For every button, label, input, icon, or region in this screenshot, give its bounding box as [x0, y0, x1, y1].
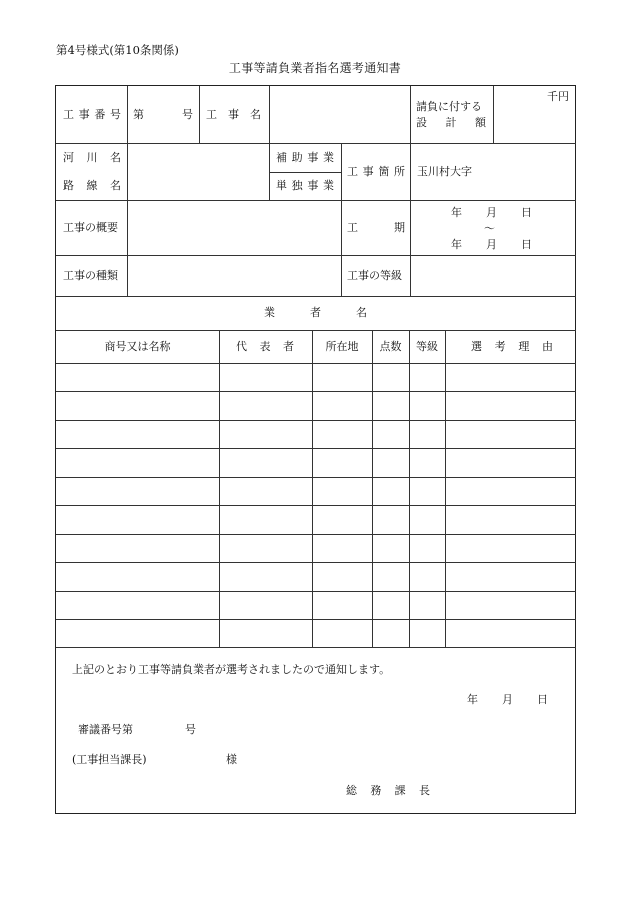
row-divider: [269, 172, 341, 173]
sender-label: 総 務 課 長: [346, 784, 430, 797]
site-label: 工 事 箇 所: [347, 165, 405, 178]
col-divider: [445, 330, 446, 647]
overview-label: 工事の概要: [63, 221, 118, 234]
col-header-representative: 代 表 者: [236, 340, 294, 353]
deliberation-prefix: 審議番号第: [78, 723, 133, 736]
row-divider: [56, 420, 576, 421]
row-divider: [56, 143, 576, 144]
independent-project-label: 単 独 事 業: [276, 179, 334, 192]
notice-day: 日: [537, 693, 548, 706]
period-start-year: 年: [451, 206, 462, 219]
row-divider: [56, 448, 576, 449]
col-header-company: 商号又は名称: [104, 340, 171, 353]
route-name-label: 路 線 名: [63, 179, 121, 192]
grade-label: 工事の等級: [347, 269, 402, 282]
notice-year: 年: [467, 693, 478, 706]
col-header-grade: 等級: [416, 340, 438, 353]
river-name-label: 河 川 名: [63, 151, 121, 164]
col-divider: [269, 86, 270, 200]
page-title: 工事等請負業者指名選考通知書: [228, 61, 402, 75]
col-divider: [219, 330, 220, 647]
notice-text: 上記のとおり工事等請負業者が選考されましたので通知します。: [72, 663, 391, 676]
period-end-year: 年: [451, 238, 462, 251]
recipient-honorific: 様: [226, 753, 237, 766]
period-start-day: 日: [521, 206, 532, 219]
notice-month: 月: [502, 693, 513, 706]
period-start-month: 月: [486, 206, 497, 219]
col-header-score: 点数: [379, 340, 402, 353]
number-suffix: 号: [182, 108, 193, 121]
subsidy-project-label: 補 助 事 業: [276, 151, 334, 164]
col-divider: [127, 86, 128, 296]
type-label: 工事の種類: [63, 269, 118, 282]
row-divider: [56, 647, 576, 648]
row-divider: [56, 363, 576, 364]
row-divider: [56, 477, 576, 478]
form-number: 第4号様式(第10条関係): [56, 43, 179, 57]
period-end-day: 日: [521, 238, 532, 251]
construction-name-label: 工 事 名: [206, 108, 261, 121]
row-divider: [56, 391, 576, 392]
row-divider: [56, 505, 576, 506]
col-divider: [199, 86, 200, 143]
col-header-reason: 選 考 理 由: [471, 340, 553, 353]
col-header-location: 所在地: [325, 340, 359, 353]
row-divider: [56, 619, 576, 620]
col-divider: [409, 330, 410, 647]
recipient-label: (工事担当課長): [72, 753, 147, 766]
row-divider: [56, 255, 576, 256]
row-divider: [56, 200, 576, 201]
col-divider: [312, 330, 313, 647]
period-end-month: 月: [486, 238, 497, 251]
row-divider: [56, 534, 576, 535]
unit-label: 千円: [547, 90, 569, 103]
deliberation-suffix: 号: [185, 723, 196, 736]
row-divider: [56, 562, 576, 563]
col-divider: [410, 86, 411, 296]
contractor-section-label: 業 者 名: [264, 306, 367, 319]
site-value: 玉川村大字: [417, 165, 472, 178]
period-tilde: 〜: [484, 222, 495, 235]
row-divider: [56, 591, 576, 592]
contract-design-label-2: 設 計 額: [416, 116, 486, 129]
number-prefix: 第: [133, 108, 144, 121]
form-table: [55, 85, 576, 814]
row-divider: [56, 296, 576, 297]
col-divider: [493, 86, 494, 143]
col-divider: [372, 330, 373, 647]
row-divider: [56, 330, 576, 331]
col-divider: [341, 143, 342, 296]
contract-design-label-1: 請負に付する: [416, 100, 482, 113]
period-label: 工 期: [347, 221, 405, 234]
construction-number-label: 工 事 番 号: [63, 108, 121, 121]
